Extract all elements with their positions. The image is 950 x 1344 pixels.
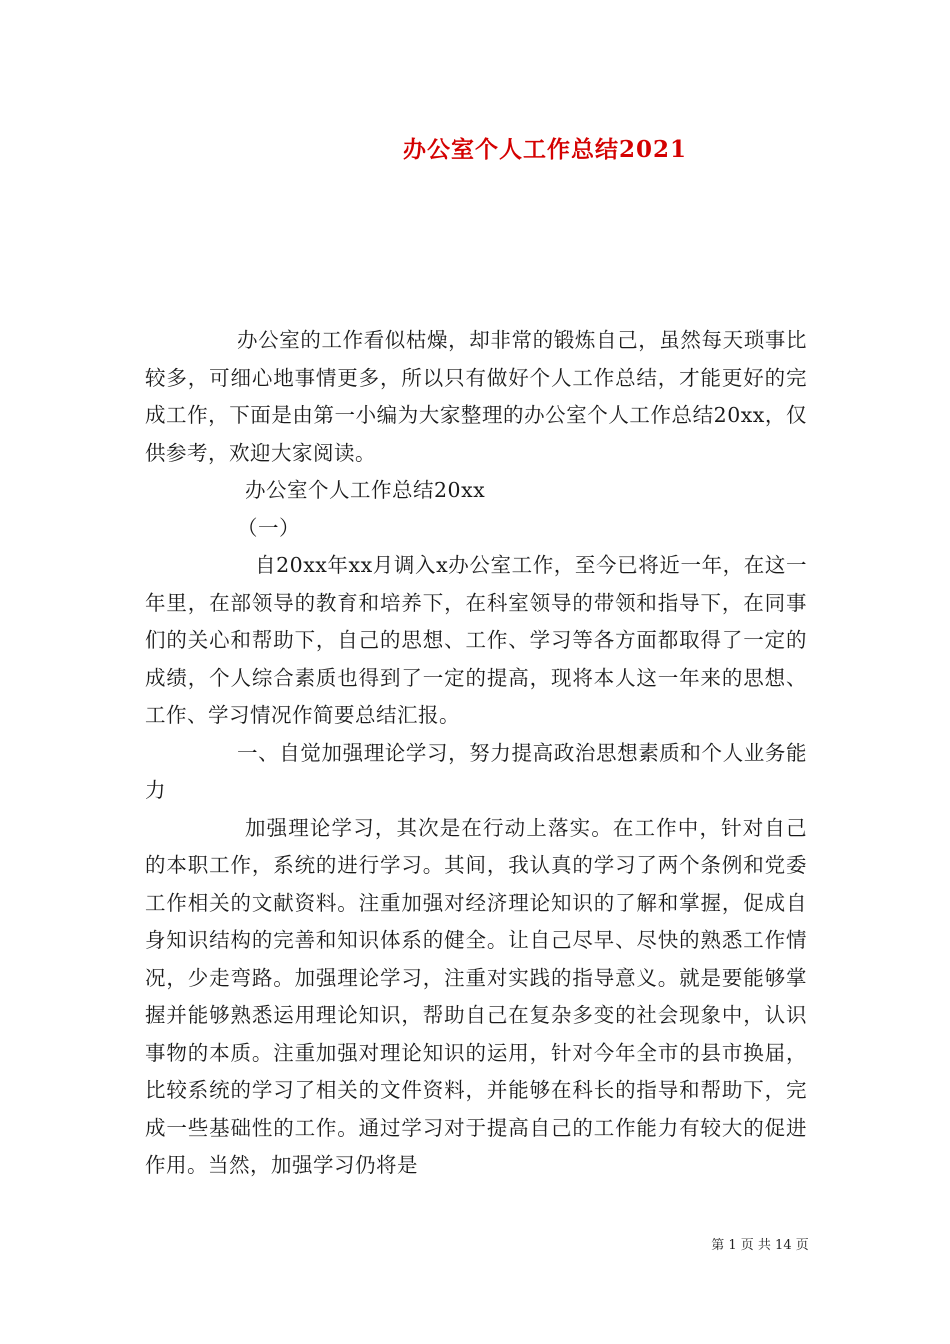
document-body (145, 322, 807, 1185)
section-number: （一） (237, 515, 300, 540)
body-paragraph: 加强理论学习，其次是在行动上落实。在工作中，针对自己的本职工作，系统的进行学习。其间，我认真的学习了两个条例和党委工作相关的文献资料。注重加强对经济理论知识的了解和掌握，促成自身知识结构的完善和知识体系的健全。让自己尽早、尽快的熟悉工作情况，少走弯路。加强理论学习，注重对实践的指导意义。就是要能够掌握并能够熟悉运用理论知识，帮助自己在复杂多变的社会现象中，认识事物的本质。注重加强对理论知识的运用，针对今年全市的县市换届，比较系统的学习了相关的文件资料，并能够在科长的指导和帮助下，完成一些基础性的工作。通过学习对于提高自己的工作能力有较大的促进作用。当然，加强学习仍将是 (145, 815, 807, 1177)
subsection-heading: 一、自觉加强理论学习，努力提高政治思想素质和个人业务能力 (145, 740, 807, 802)
page-title: 办公室个人工作总结2021 (402, 136, 687, 163)
intro-paragraph: 办公室的工作看似枯燥，却非常的锻炼自己，虽然每天琐事比较多，可细心地事情更多，所以只有做好个人工作总结，才能更好的完成工作，下面是由第一小编为大家整理的办公室个人工作总结20xx，仅供参考，欢迎大家阅读。 (145, 328, 807, 465)
section-heading: 办公室个人工作总结20xx (245, 478, 486, 502)
page-number: 第 1 页 共 14 页 (711, 1238, 809, 1253)
body-paragraph: 自20xx年xx月调入x办公室工作，至今已将近一年，在这一年里，在部领导的教育和培养下，在科室领导的带领和指导下，在同事们的关心和帮助下，自己的思想、工作、学习等各方面都取得了一定的成绩，个人综合素质也得到了一定的提高，现将本人这一年来的思想、工作、学习情况作简要总结汇报。 (145, 553, 807, 727)
